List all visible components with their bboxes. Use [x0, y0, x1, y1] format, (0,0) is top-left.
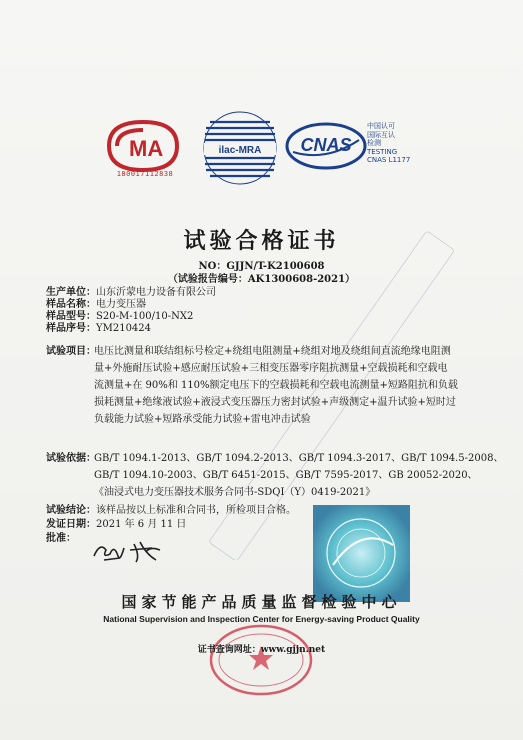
- test-basis-section: 试验依据： GB/T 1094.1-2013、GB/T 1094.2-2013、GB/T 1094.3-2017、GB/T 1094.5-2008、 GB/T 1094.10-2003、GB/T 6451-2015、GB/T 7595-2017、GB 20052-2020、 《油浸式电力变压器技术服务合同书-SDQI（Y）0419-2021》: [46, 450, 486, 501]
- test-basis-line: GB/T 1094.1-2013、GB/T 1094.2-2013、GB/T 1094.3-2017、GB/T 1094.5-2008、: [94, 453, 504, 464]
- issue-date-row: 发证日期：2021 年 6 月 11 日: [46, 519, 187, 530]
- model-value: S20-M-100/10-NX2: [96, 311, 194, 322]
- test-items-line: 电压比测量和联结组标号检定+绕组电阻测量+绕组对地及绕组间直流绝缘电阻测: [94, 346, 451, 357]
- issue-date-value: 2021 年 6 月 11 日: [96, 519, 187, 530]
- certificate-title: 试验合格证书: [183, 228, 340, 254]
- cma-number: 180017112838: [116, 170, 174, 178]
- test-items-line: 流测量+在 90%和 110%额定电压下的空载损耗和空载电流测量+短路阻抗和负载: [94, 380, 458, 391]
- sample-name-value: 电力变压器: [96, 299, 146, 310]
- approver-signature-icon: [90, 536, 170, 566]
- test-items-section: 试验项目： 电压比测量和联结组标号检定+绕组电阻测量+绕组对地及绕组间直流绝缘电阻测 量+外施耐压试验+感应耐压试验+三相变压器零序阻抗测量+空载损耗和空载电 流测量+在 90%和 110%额定电压下的空载损耗和空载电流测量+短路阻抗和负载 损耗测量+绝缘液试验+液浸式变压器压力密封试验+声级测定+温升试验+短时过 负载能力试验+短路承受能力试验+雷电冲击试验: [46, 343, 486, 428]
- manufacturer-row: 生产单位：山东沂蒙电力设备有限公司: [46, 287, 216, 298]
- test-items-line: 负载能力试验+短路承受能力试验+雷电冲击试验: [94, 414, 311, 425]
- model-row: 样品型号：S20-M-100/10-NX2: [46, 311, 194, 322]
- serial-row: 样品序号：YM210424: [46, 323, 152, 334]
- test-items-line: 损耗测量+绝缘液试验+液浸式变压器压力密封试验+声级测定+温升试验+短时过: [94, 397, 456, 408]
- svg-text:CNAS: CNAS: [300, 135, 352, 155]
- conclusion-value: 该样品按以上标准和合同书，所检项目合格。: [96, 505, 296, 516]
- accreditation-logos: [0, 108, 523, 188]
- serial-value: YM210424: [96, 323, 152, 334]
- manufacturer-value: 山东沂蒙电力设备有限公司: [96, 287, 216, 298]
- ilac-mra-logo-icon: [200, 108, 280, 188]
- test-basis-line: 《油浸式电力变压器技术服务合同书-SDQI（Y）0419-2021》: [94, 487, 376, 498]
- report-number: （试验报告编号：AK1300608-2021）: [167, 274, 356, 285]
- test-items-line: 量+外施耐压试验+感应耐压试验+三相变压器零序阻抗测量+空载损耗和空载电: [94, 363, 448, 374]
- organization-name-en: National Supervision and Inspection Center for Energy-saving Product Quality: [103, 614, 420, 624]
- cnas-logo-icon: [285, 122, 367, 170]
- svg-text:ilac-MRA: ilac-MRA: [218, 145, 262, 156]
- sample-name-row: 样品名称：电力变压器: [46, 299, 146, 310]
- organization-name-cn: 国家节能产品质量监督检验中心: [121, 593, 402, 611]
- hologram-seal-icon: [313, 505, 410, 602]
- svg-text:MA: MA: [129, 136, 164, 161]
- official-seal-icon: [205, 616, 317, 696]
- certificate-number: NO：GJJN/T-K2100608: [198, 261, 325, 272]
- certificate-query-url: 证书查询网址：www.gjjn.net: [197, 645, 326, 655]
- approval-row: 批准：: [46, 533, 76, 544]
- cma-logo-icon: [103, 116, 183, 174]
- conclusion-row: 试验结论：该样品按以上标准和合同书，所检项目合格。: [46, 505, 296, 516]
- test-basis-line: GB/T 1094.10-2003、GB/T 6451-2015、GB/T 7595-2017、GB 20052-2020、: [94, 470, 478, 481]
- cnas-accreditation-text: 中国认可 国际互认 检测 TESTING CNAS L1177: [367, 122, 411, 164]
